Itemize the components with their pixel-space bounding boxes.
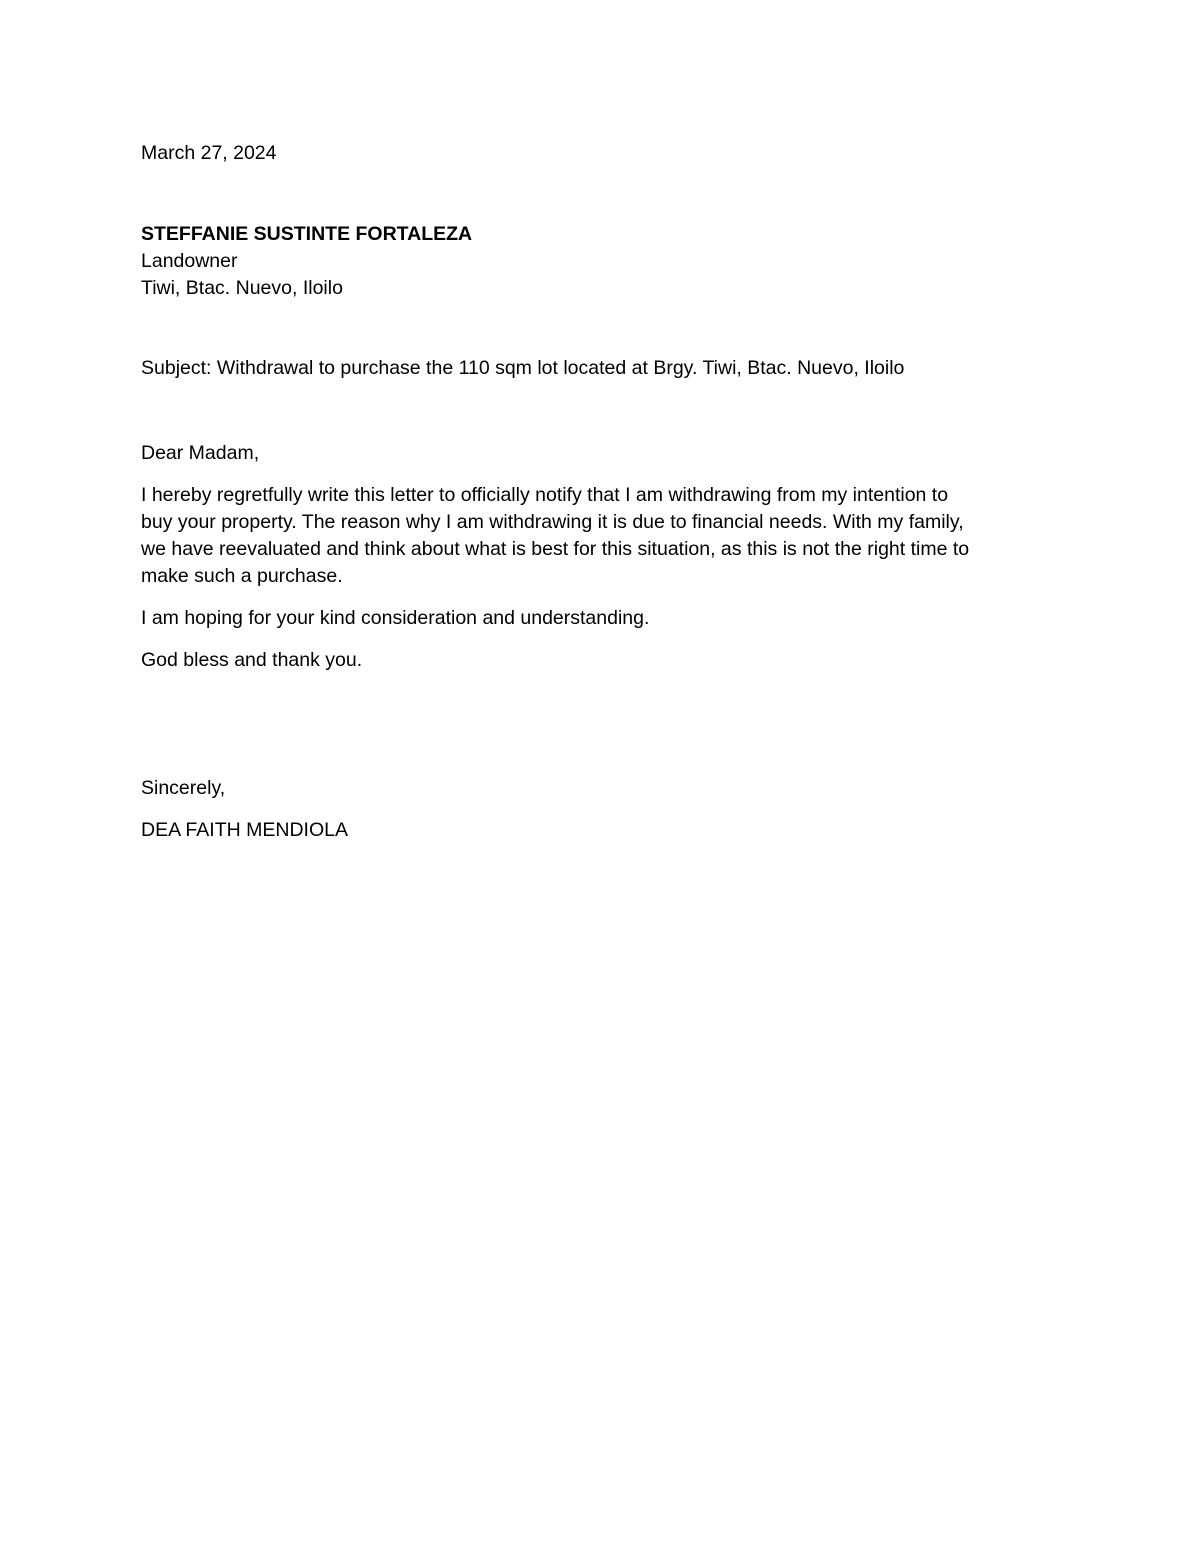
letter-closing: Sincerely, — [141, 777, 226, 799]
body-paragraph-1-line: make such a purchase. — [141, 565, 343, 587]
body-paragraph-1-line: buy your property. The reason why I am withdrawing it is due to financial needs. With my family, — [141, 511, 964, 533]
body-paragraph-1-line: I hereby regretfully write this letter to officially notify that I am withdrawing from my intention to — [141, 484, 949, 506]
sender-name: DEA FAITH MENDIOLA — [141, 819, 348, 841]
letter-date: March 27, 2024 — [141, 142, 277, 164]
letter-salutation: Dear Madam, — [141, 442, 260, 464]
recipient-name: STEFFANIE SUSTINTE FORTALEZA — [141, 223, 473, 245]
letter-subject: Subject: Withdrawal to purchase the 110 sqm lot located at Brgy. Tiwi, Btac. Nuevo, Iloilo — [141, 357, 905, 379]
body-paragraph-1-line: we have reevaluated and think about what is best for this situation, as this is not the right time to — [141, 538, 970, 560]
body-paragraph-1 — [141, 482, 1071, 590]
recipient-address: Tiwi, Btac. Nuevo, Iloilo — [141, 277, 343, 299]
body-paragraph-2: I am hoping for your kind consideration and understanding. — [141, 607, 650, 629]
body-paragraph-3: God bless and thank you. — [141, 649, 363, 671]
recipient-title: Landowner — [141, 250, 238, 272]
